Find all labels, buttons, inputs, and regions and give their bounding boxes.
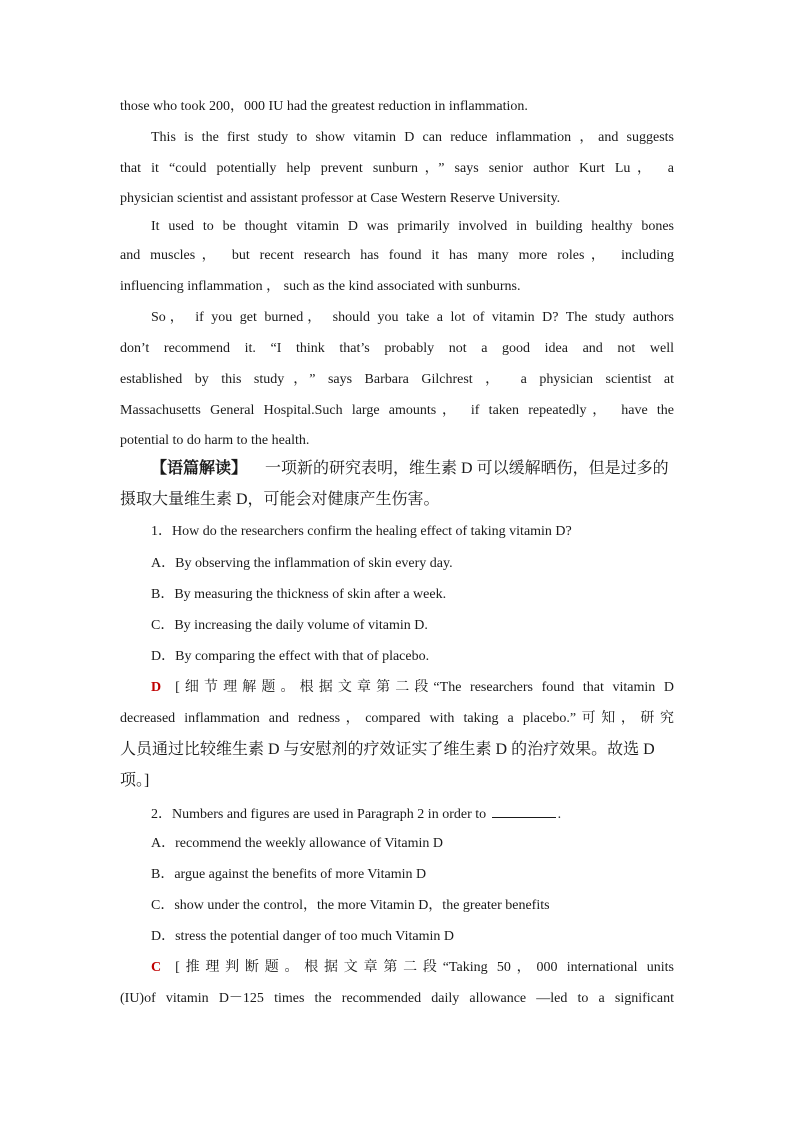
option-2a: A．recommend the weekly allowance of Vitamin D	[151, 836, 444, 851]
summary-text: 摄取大量维生素 D，可能会对健康产生伤害。	[120, 491, 440, 508]
passage-line: It used to be thought vitamin D was primarily involved in building healthy bones	[151, 219, 674, 234]
option-2b: B．argue against the benefits of more Vitamin D	[151, 867, 427, 882]
explanation-2-line: (IU)of vitamin D－125 times the recommended daily allowance —led to a significant	[120, 991, 674, 1006]
explanation-1-line	[151, 678, 674, 698]
passage-line: influencing inflammation ， such as the kind associated with sunburns.	[120, 279, 521, 294]
summary-text: 一项新的研究表明，维生素 D 可以缓解晒伤，但是过多的	[265, 460, 669, 477]
explanation-1-line: 项。]	[120, 772, 150, 789]
passage-line: This is the first study to show vitamin D can reduce inflammation ，and suggests	[151, 130, 674, 145]
answer-blank	[492, 803, 556, 818]
question-2	[151, 803, 674, 825]
summary-block	[151, 459, 674, 479]
passage-line: those who took 200，000 IU had the greatest reduction in inflammation.	[120, 99, 528, 114]
option-1c: C．By increasing the daily volume of vitamin D.	[151, 618, 428, 633]
explanation-2-line	[151, 958, 674, 978]
explanation-1-line: decreased inflammation and redness，compared with taking a placebo.”可知，研究	[120, 711, 674, 726]
explanation-1-text: [细节理解题。根据文章第二段“The researchers found that vitamin D	[175, 680, 674, 695]
question-2-end: .	[557, 807, 562, 822]
explanation-2-text: [推理判断题。根据文章第二段“Taking 50，000 international units	[175, 960, 674, 975]
question-1: 1．How do the researchers confirm the healing effect of taking vitamin D?	[151, 524, 572, 539]
answer-1: D	[151, 680, 162, 695]
explanation-1-line: 人员通过比较维生素 D 与安慰剂的疗效证实了维生素 D 的治疗效果。故选 D	[120, 741, 655, 758]
passage-line: that it “could potentially help prevent sunburn，” says senior author Kurt Lu， a	[120, 161, 674, 176]
passage-line: physician scientist and assistant professor at Case Western Reserve University.	[120, 191, 561, 206]
option-1a: A．By observing the inflammation of skin every day.	[151, 556, 453, 571]
passage-line: established by this study，” says Barbara Gilchrest ， a physician scientist at	[120, 372, 674, 387]
passage-line: and muscles， but recent research has found it has many more roles， including	[120, 248, 674, 263]
passage-line: So， if you get burned， should you take a lot of vitamin D? The study authors	[151, 310, 674, 325]
option-2c: C．show under the control，the more Vitamin D，the greater benefits	[151, 898, 550, 913]
option-1d: D．By comparing the effect with that of placebo.	[151, 649, 430, 664]
summary-heading: 【语篇解读】	[151, 460, 248, 477]
option-1b: B．By measuring the thickness of skin after a week.	[151, 587, 447, 602]
passage-line: potential to do harm to the health.	[120, 433, 310, 448]
option-2d: D．stress the potential danger of too much Vitamin D	[151, 929, 454, 944]
passage-line: don’t recommend it. “I think that’s probably not a good idea and not well	[120, 341, 674, 356]
question-2-text: 2．Numbers and figures are used in Paragraph 2 in order to	[151, 807, 487, 822]
passage-line: Massachusetts General Hospital.Such large amounts， if taken repeatedly， have the	[120, 403, 674, 418]
answer-2: C	[151, 960, 162, 975]
